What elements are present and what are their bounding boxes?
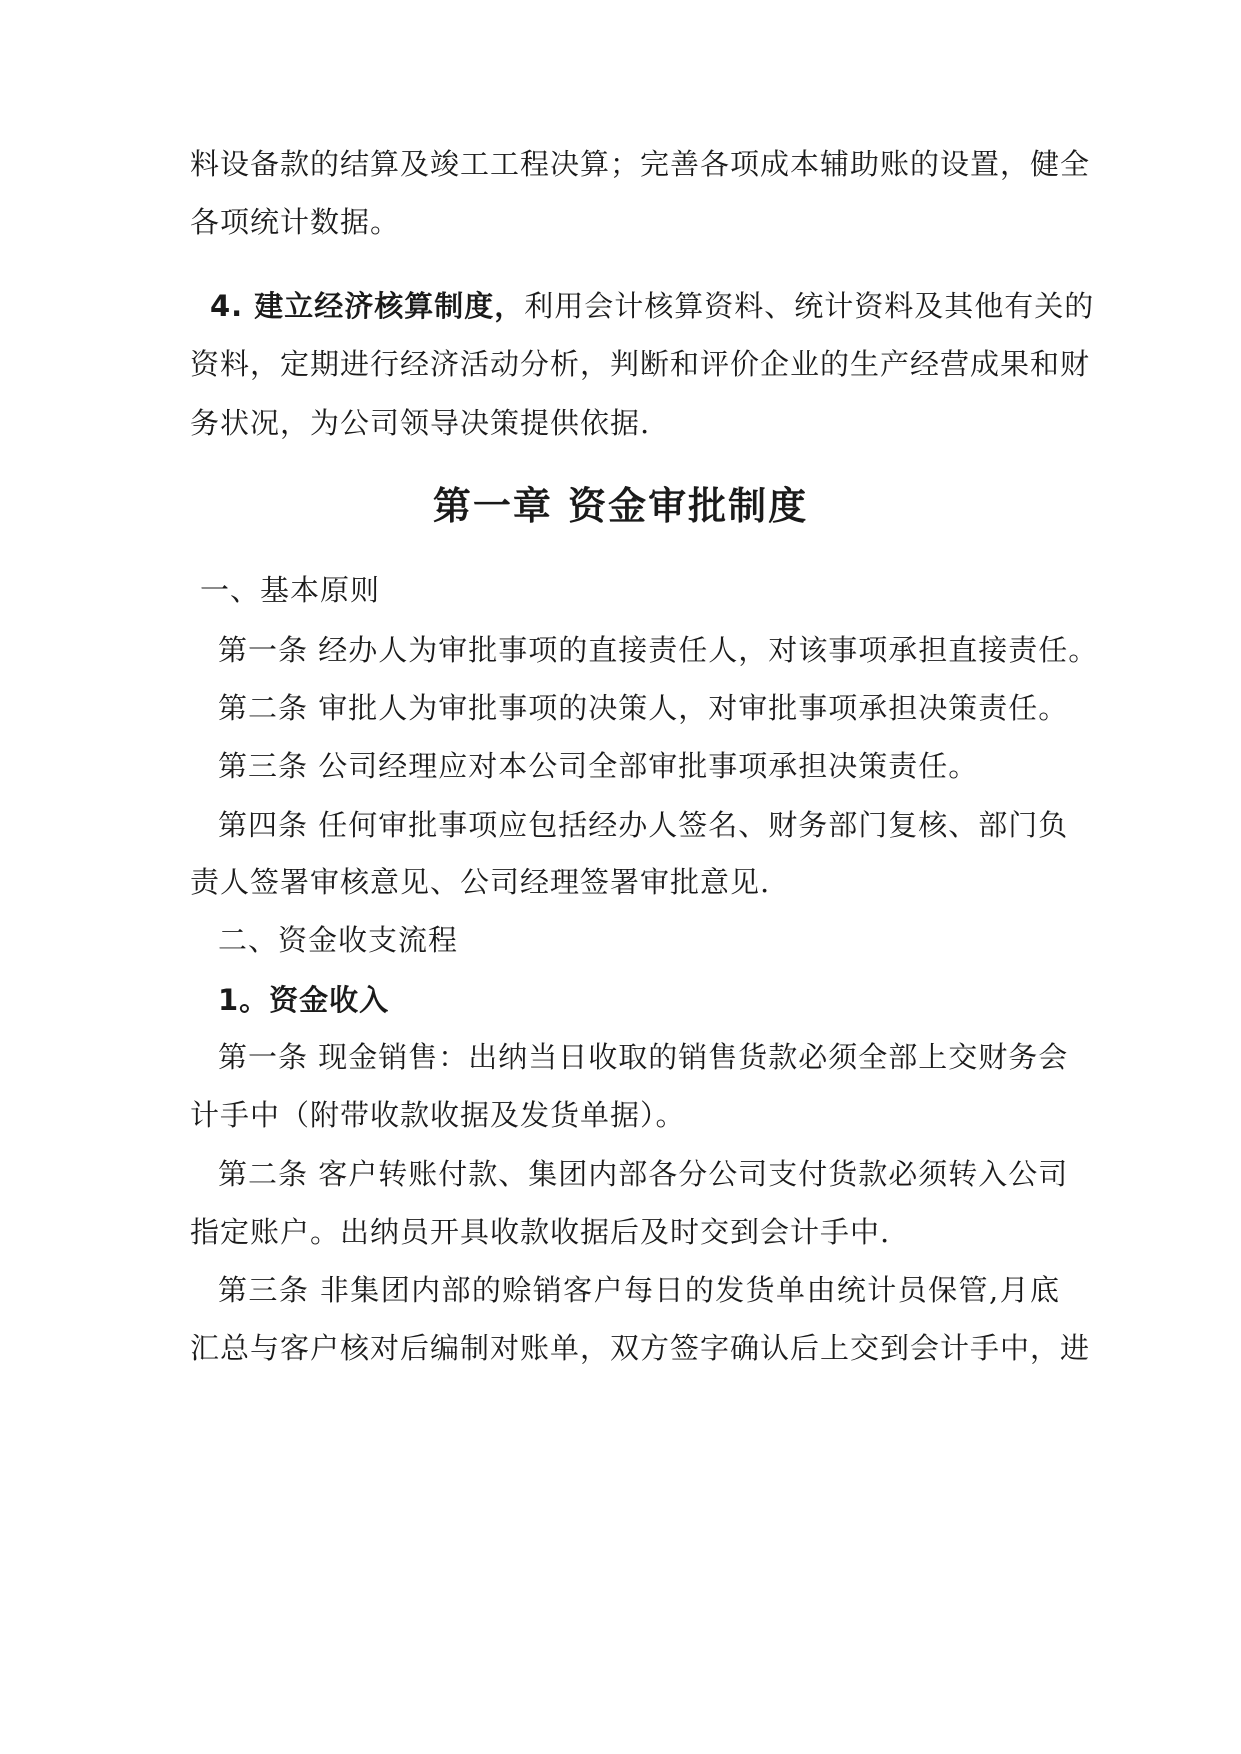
section-heading: 一、基本原则 (200, 573, 381, 607)
article-line: 第二条 客户转账付款、集团内部各分公司支付货款必须转入公司 (218, 1157, 1069, 1191)
paragraph-line: 资料，定期进行经济活动分析，判断和评价企业的生产经营成果和财 (190, 347, 1091, 381)
section-heading: 二、资金收支流程 (218, 923, 459, 957)
article-line: 第四条 任何审批事项应包括经办人签名、财务部门复核、部门负 (218, 808, 1069, 842)
article-line: 第二条 审批人为审批事项的决策人，对审批事项承担决策责任。 (218, 691, 1069, 725)
chapter-title: 第一章 资金审批制度 (432, 484, 809, 528)
item-heading: 4. 建立经济核算制度， (210, 289, 525, 323)
paragraph-line: 各项统计数据。 (190, 205, 401, 239)
article-line: 计手中（附带收款收据及发货单据）。 (190, 1098, 686, 1132)
article-line: 汇总与客户核对后编制对账单，双方签字确认后上交到会计手中，进 (190, 1331, 1091, 1365)
paragraph-line: 料设备款的结算及竣工工程决算；完善各项成本辅助账的设置，健全 (190, 147, 1091, 181)
article-line: 第一条 现金销售：出纳当日收取的销售货款必须全部上交财务会 (218, 1040, 1069, 1074)
article-line: 责人签署审核意见、公司经理签署审批意见. (190, 865, 771, 899)
paragraph-line (190, 286, 1095, 326)
article-line: 第三条 公司经理应对本公司全部审批事项承担决策责任。 (218, 749, 979, 783)
article-line: 指定账户。出纳员开具收款收据后及时交到会计手中. (190, 1215, 891, 1249)
article-line: 第一条 经办人为审批事项的直接责任人，对该事项承担直接责任。 (218, 633, 1099, 667)
subsection-heading: 1。资金收入 (218, 983, 390, 1017)
paragraph-line: 务状况，为公司领导决策提供依据. (190, 406, 651, 440)
article-line: 第三条 非集团内部的赊销客户每日的发货单由统计员保管,月底 (218, 1273, 1060, 1307)
item-text: 利用会计核算资料、统计资料及其他有关的 (524, 289, 1095, 323)
